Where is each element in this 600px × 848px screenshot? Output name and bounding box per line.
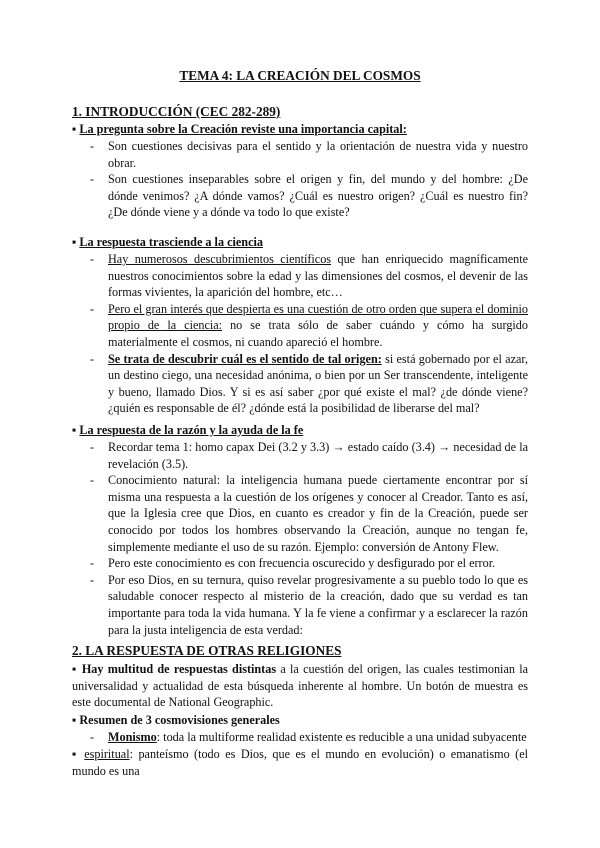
list-monismo xyxy=(72,729,528,746)
bullet-marker: ▪ xyxy=(72,713,77,727)
list-item: - Monismo: toda la multiforme realidad existente es reducible a una unidad subyacente xyxy=(90,730,527,744)
list-item-underlined: Hay numerosos descubrimientos científicos xyxy=(108,252,332,266)
paragraph-multitud xyxy=(72,661,528,711)
subheading-cosmovisiones-label: Resumen de 3 cosmovisiones generales xyxy=(79,713,280,727)
list-respuesta-ciencia xyxy=(72,251,528,417)
list-item-text: : toda la multiforme realidad existente es reducible a una unidad subyacente xyxy=(156,730,527,744)
list-item-text: Pero este conocimiento es con frecuencia oscurecido y desfigurado por el error. xyxy=(108,556,496,571)
bullet-marker: ▪ xyxy=(72,747,79,761)
bullet-marker: ▪ xyxy=(72,122,77,136)
list-razon-fe xyxy=(72,439,528,638)
list-item-text: que han enriquecido magníficamente nuestros conocimientos sobre la edad y las dimensiones del cosmos, el devenir de las formas vivientes, la aparición del hombre, etc… xyxy=(108,252,528,300)
paragraph-text: : panteísmo (todo es Dios, que es el mundo en evolución) o emanatismo (el mundo es una xyxy=(72,747,529,778)
list-item: - Pero este conocimiento es con frecuencia oscurecido y desfigurado por el error. xyxy=(90,556,496,571)
list-item: - Son cuestiones decisivas para el sentido y la orientación de nuestra vida y nuestro obrar. xyxy=(90,139,528,170)
list-item-bold-underlined: Se trata de descubrir cuál es el sentido de tal origen: xyxy=(108,351,382,366)
list-item-text: Por eso Dios, en su ternura, quiso revelar progresivamente a su pueblo todo lo que es saludable conocer respecto al misterio de la creación, dado que su verdad es tan importante para toda la vida humana. Y la fe viene a confirmar y a esclarecer la razón para la justa inteligencia de esta verdad: xyxy=(108,572,528,637)
list-item-text: Conocimiento natural: la inteligencia humana puede ciertamente encontrar por sí misma una respuesta a la cuestión de los orígenes y conocer al Creador. Tanto es así, que la Iglesia cree que Dios, en cuanto es creador y fin de la Creación, puede ser conocido por todos los hombres observando la Creación, aunque no tengan fe, simplemente mediante el uso de su razón. Ejemplo: conversión de Antony Flew. xyxy=(108,473,528,554)
list-item-underlined: Pero el gran interés que despierta es una cuestión de otro orden que supera el dominio propio de la ciencia: xyxy=(108,301,528,333)
list-item-bold-underlined: Monismo xyxy=(108,730,157,744)
list-pregunta xyxy=(72,138,528,221)
subheading-pregunta xyxy=(72,121,542,138)
list-item: - Conocimiento natural: la inteligencia humana puede ciertamente encontrar por sí misma una respuesta a la cuestión de los orígenes y conocer al Creador. Tanto es así, que la Iglesia cree que Dios, en cuanto es creador y fin de la Creación, puede ser conocido por todos los hombres observando la Creación, aunque no tengan fe, simplemente mediante el uso de su razón. Ejemplo: conversión de Antony Flew. xyxy=(90,473,528,554)
subheading-razon-fe-label: La respuesta de la razón y la ayuda de la fe xyxy=(79,423,304,437)
list-item: - Son cuestiones inseparables sobre el origen y fin, del mundo y del hombre: ¿De dónde venimos? ¿A dónde vamos? ¿Cuál es nuestro origen? ¿Cuál es nuestro fin? ¿De dónde viene y a dónde va todo lo que existe? xyxy=(90,172,528,220)
list-item: - Pero el gran interés que despierta es una cuestión de otro orden que supera el dominio propio de la ciencia: no se trata sólo de saber cuándo y cómo ha surgido materialmente el cosmos, ni cuando apareció el hombre. xyxy=(90,301,528,349)
paragraph-underlined: espiritual xyxy=(84,747,130,761)
list-item-text: Son cuestiones inseparables sobre el origen y fin, del mundo y del hombre: ¿De dónde venimos? ¿A dónde vamos? ¿Cuál es nuestro origen? ¿Cuál es nuestro fin? ¿De dónde viene y a dónde va todo lo que existe? xyxy=(108,172,528,220)
list-item-text: Recordar tema 1: homo capax Dei (3.2 y 3.3) → estado caído (3.4) → necesidad de la revelación (3.5). xyxy=(108,440,528,471)
subheading-respuesta-ciencia xyxy=(72,234,542,251)
subheading-respuesta-ciencia-label: La respuesta trasciende a la ciencia xyxy=(79,235,263,249)
bullet-marker: ▪ xyxy=(72,423,77,437)
bullet-marker: ▪ xyxy=(72,235,77,249)
list-item-text: no se trata sólo de saber cuándo y cómo ha surgido materialmente el cosmos, ni cuando apareció el hombre. xyxy=(108,318,528,349)
list-item: - Hay numerosos descubrimientos científicos que han enriquecido magníficamente nuestros conocimientos sobre la edad y las dimensiones del cosmos, el devenir de las formas vivientes, la aparición del hombre, etc… xyxy=(90,252,528,300)
subheading-razon-fe xyxy=(72,422,542,439)
section-2-heading: 2. LA RESPUESTA DE OTRAS RELIGIONES xyxy=(72,643,342,658)
subheading-pregunta-label: La pregunta sobre la Creación reviste una importancia capital: xyxy=(79,122,407,136)
paragraph-espiritual xyxy=(72,746,528,779)
subheading-cosmovisiones xyxy=(72,712,542,729)
paragraph-text: a la cuestión del origen, las cuales testimonian la universalidad y actualidad de esta búsqueda inherente al hombre. Un botón de muestra es este documental de National Geographic. xyxy=(72,662,529,710)
list-item: - Se trata de descubrir cuál es el sentido de tal origen: si está gobernado por el azar, un destino ciego, una necesidad anónima, o bien por un Ser transcendente, inteligente y bueno, llamado Dios. Y si es así saber ¿por qué existe el mal? ¿de dónde viene? ¿quién es responsable de él? ¿dónde está la posibilidad de liberarse del mal? xyxy=(90,351,528,416)
list-item-text: si está gobernado por el azar, un destino ciego, una necesidad anónima, o bien por un Ser transcendente, inteligente y bueno, llamado Dios. Y si es así saber ¿por qué existe el mal? ¿de dónde viene? ¿quién es responsable de él? ¿dónde está la posibilidad de liberarse del mal? xyxy=(108,351,528,416)
bullet-marker: ▪ xyxy=(72,662,78,676)
page-title: TEMA 4: LA CREACIÓN DEL COSMOS xyxy=(179,68,421,83)
list-item: - Recordar tema 1: homo capax Dei (3.2 y 3.3) → estado caído (3.4) → necesidad de la revelación (3.5). xyxy=(90,440,528,471)
list-item: - Por eso Dios, en su ternura, quiso revelar progresivamente a su pueblo todo lo que es saludable conocer respecto al misterio de la creación, dado que su verdad es tan importante para toda la vida humana. Y la fe viene a confirmar y a esclarecer la razón para la justa inteligencia de esta verdad: xyxy=(90,572,528,637)
list-item-text: Son cuestiones decisivas para el sentido y la orientación de nuestra vida y nuestro obrar. xyxy=(108,139,528,170)
paragraph-bold: Hay multitud de respuestas distintas xyxy=(81,662,277,676)
section-1-heading: 1. INTRODUCCIÓN (CEC 282-289) xyxy=(72,104,281,119)
